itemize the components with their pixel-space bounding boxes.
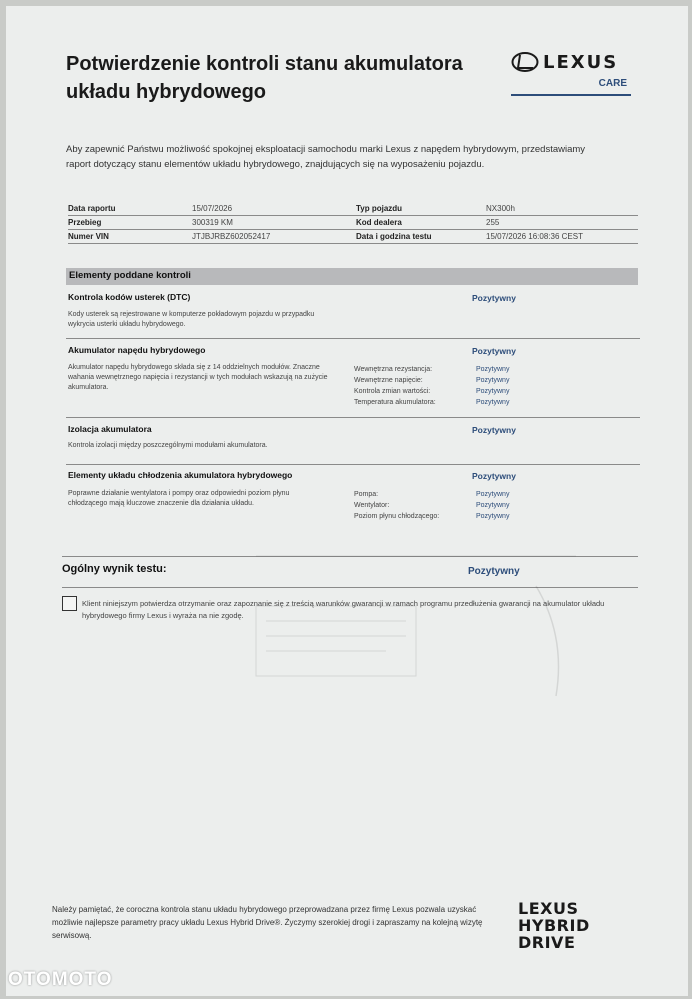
- check-item-title: Kontrola kodów usterek (DTC): [68, 292, 191, 302]
- overall-result-label: Ogólny wynik testu:: [62, 563, 167, 575]
- check-item-result: Pozytywny: [472, 293, 516, 303]
- sub-check-label: Poziom płynu chłodzącego:: [354, 513, 440, 520]
- section-title: Elementy poddane kontroli: [69, 270, 191, 281]
- otomoto-watermark: OTOMOTO: [8, 969, 113, 990]
- info-label: Numer VIN: [68, 232, 109, 241]
- info-value: 15/07/2026: [192, 204, 233, 213]
- info-row: [68, 202, 638, 216]
- footer-note: Należy pamiętać, że coroczna kontrola stanu układu hybrydowego przeprowadzana przez firmę Lexus pozwala uzyskać możliwie najlepsze parametry pracy układu Lexus Hybrid Drive®. Życzymy szerokiej drogi i zapraszamy na kolejną wizytę serwisową.: [52, 905, 483, 940]
- check-item-isolation: [66, 418, 640, 465]
- check-item-desc-line: Akumulator napędu hybrydowego składa się z 14 oddzielnych modułów. Znaczne: [68, 364, 320, 371]
- document-page: [6, 6, 688, 996]
- sub-check-value: Pozytywny: [476, 388, 510, 395]
- care-underline: [511, 78, 631, 96]
- overall-result-value: Pozytywny: [468, 566, 520, 577]
- section-header: [66, 268, 638, 285]
- sub-check-label: Pompa:: [354, 491, 379, 498]
- lexus-hybrid-drive-logo: [518, 900, 638, 951]
- lexus-emblem-icon: [511, 51, 539, 73]
- check-item-battery: [66, 339, 640, 418]
- sub-check-value: Pozytywny: [476, 399, 510, 406]
- check-item-desc-line: Poprawne działanie wentylatora i pompy oraz odpowiedni poziom płynu: [68, 490, 290, 497]
- care-label: CARE: [598, 78, 627, 89]
- sub-check-value: Pozytywny: [476, 377, 510, 384]
- check-item-desc-line: wahania wewnętrznego napięcia i rezystancji w tych modułach wskazują na zużycie: [68, 374, 328, 381]
- page-title: Potwierdzenie kontroli stanu akumulatora układu hybrydowego: [66, 53, 463, 103]
- info-label: Kod dealera: [356, 218, 402, 227]
- check-item-desc-line: Kody usterek są rejestrowane w komputerze pokładowym pojazdu w przypadku: [68, 311, 315, 318]
- sub-check-label: Kontrola zmian wartości:: [354, 388, 431, 395]
- lexus-logo: [511, 51, 631, 73]
- logo-line: LEXUS: [518, 899, 579, 918]
- info-value: 15/07/2026 16:08:36 CEST: [486, 232, 583, 241]
- info-value: NX300h: [486, 204, 515, 213]
- intro-paragraph: Aby zapewnić Państwu możliwość spokojnej eksploatacji samochodu marki Lexus z napędem hybrydowym, przedstawiamy raport dotyczący stanu elementów układu hybrydowego, znajdujących się na wyposażeniu pojazdu.: [66, 144, 586, 170]
- brand-wordmark: LEXUS: [543, 51, 619, 73]
- info-label: Data raportu: [68, 204, 116, 213]
- check-item-title: Izolacja akumulatora: [68, 424, 152, 434]
- sub-check-label: Temperatura akumulatora:: [354, 399, 436, 406]
- check-item-title: Elementy układu chłodzenia akumulatora hybrydowego: [68, 470, 293, 480]
- consent-text: Klient niniejszym potwierdza otrzymanie oraz zapoznanie się z treścią warunków gwarancji w ramach programu przedłużenia gwarancji na akumulator układu hybrydowego firmy Lexus i wyraża na nie zgodę.: [82, 599, 605, 620]
- info-value: 300319 KM: [192, 218, 233, 227]
- check-item-dtc: [66, 286, 640, 339]
- sub-check-label: Wewnętrzna rezystancja:: [354, 366, 433, 373]
- info-label: Typ pojazdu: [356, 204, 403, 213]
- sub-check-label: Wentylator:: [354, 502, 390, 509]
- check-item-desc-line: Kontrola izolacji między poszczególnymi modułami akumulatora.: [68, 442, 268, 449]
- logo-line: DRIVE: [518, 933, 576, 952]
- report-info-table: [68, 202, 638, 244]
- info-row: [68, 216, 638, 230]
- info-label: Przebieg: [68, 218, 102, 227]
- sub-check-value: Pozytywny: [476, 502, 510, 509]
- sub-check-label: Wewnętrzne napięcie:: [354, 377, 423, 384]
- check-item-desc-line: wykrycia usterki układu hybrydowego.: [68, 321, 186, 328]
- show-through-stamp: [236, 526, 596, 716]
- check-item-desc-line: akumulatora.: [68, 384, 109, 391]
- info-row: [68, 230, 638, 244]
- sub-check-value: Pozytywny: [476, 366, 510, 373]
- check-item-desc-line: chłodzącego mają kluczowe znaczenie dla działania układu.: [68, 500, 255, 507]
- info-value: 255: [486, 218, 500, 227]
- check-item-result: Pozytywny: [472, 471, 516, 481]
- sub-check-value: Pozytywny: [476, 513, 510, 520]
- sub-check-value: Pozytywny: [476, 491, 510, 498]
- check-item-result: Pozytywny: [472, 425, 516, 435]
- check-item-result: Pozytywny: [472, 346, 516, 356]
- logo-line: HYBRID: [518, 916, 590, 935]
- consent-checkbox[interactable]: [62, 596, 77, 611]
- info-label: Data i godzina testu: [356, 232, 432, 241]
- check-item-title: Akumulator napędu hybrydowego: [68, 345, 206, 355]
- info-value: JTJBJRBZ602052417: [192, 232, 271, 241]
